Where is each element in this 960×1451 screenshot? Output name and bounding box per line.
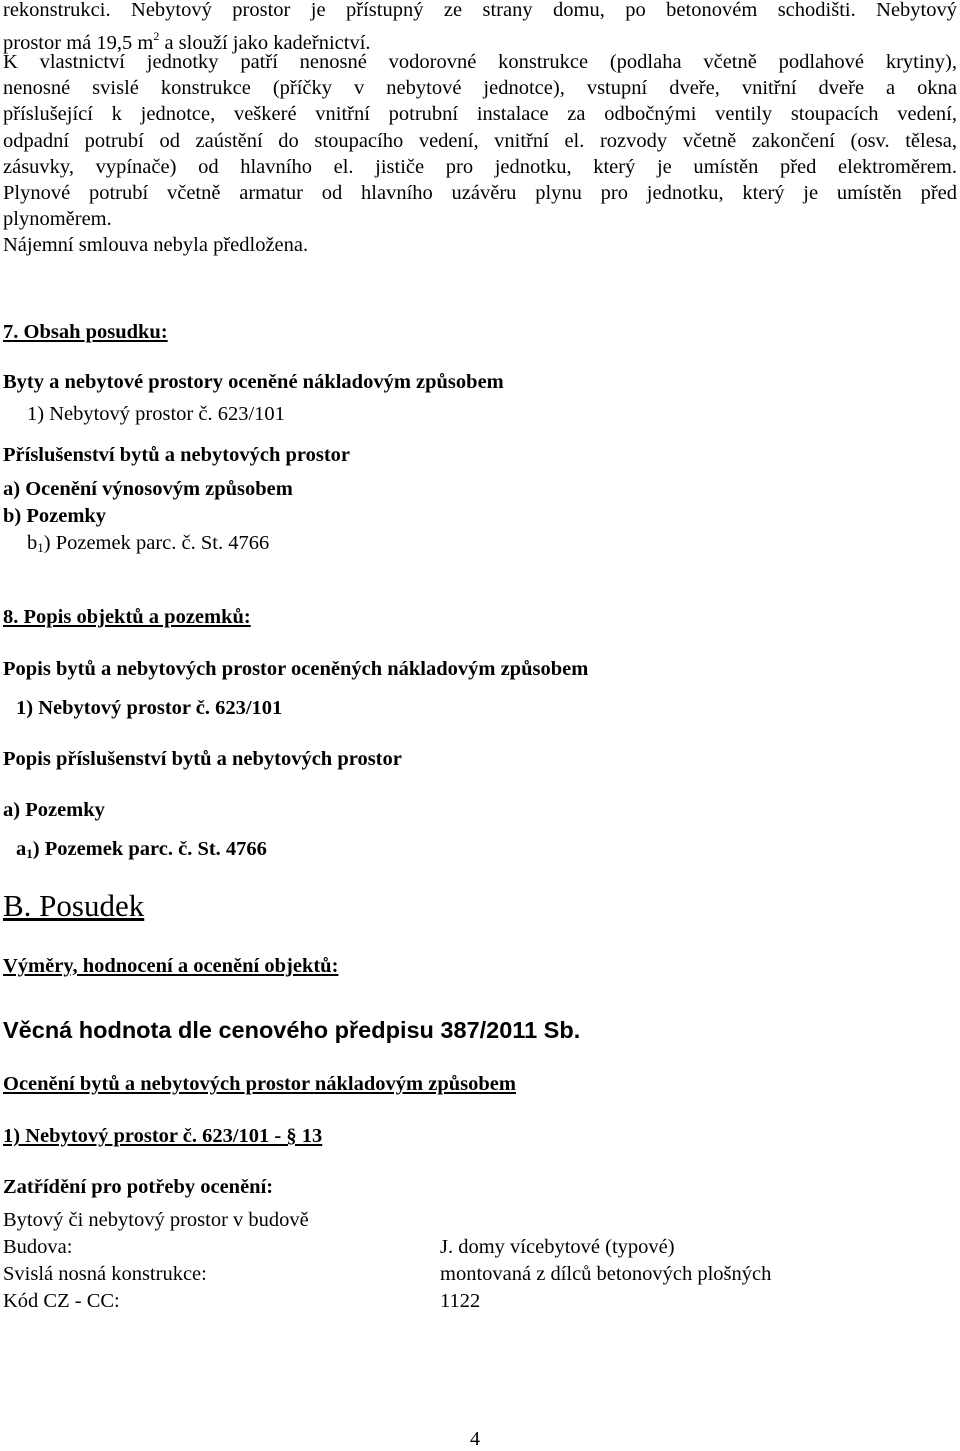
page-number: 4 bbox=[470, 1428, 480, 1450]
value-title: Věcná hodnota dle cenového předpisu 387/2011 Sb. bbox=[3, 1017, 581, 1043]
section-8-heading: 8. Popis objektů a pozemků: bbox=[3, 606, 251, 628]
s7-item-b1: $b_1$) Pozemek parc. č. St. 4766 bbox=[27, 532, 270, 555]
unit-heading: 1) Nebytový prostor č. 623/101 - § 13 bbox=[3, 1125, 323, 1147]
s7-group-1: Byty a nebytové prostory oceněné nákladovým způsobem bbox=[3, 371, 504, 393]
lease-note: Nájemní smlouva nebyla předložena. bbox=[3, 234, 309, 257]
ownership-line: K vlastnictví jednotky patří nenosné vodorovné konstrukce (podlaha včetně podlahové krytiny), bbox=[3, 51, 957, 73]
s8-group-2: Popis příslušenství bytů a nebytových prostor bbox=[3, 748, 402, 770]
part-b-subheading: Výměry, hodnocení a ocenění objektů: bbox=[3, 955, 339, 977]
classification-label: Kód CZ - CC: bbox=[3, 1290, 120, 1312]
s7-item-a: a) Ocenění výnosovým způsobem bbox=[3, 478, 293, 500]
s7-group-2: Příslušenství bytů a nebytových prostor bbox=[3, 444, 351, 466]
classification-intro: Bytový či nebytový prostor v budově bbox=[3, 1209, 309, 1231]
ownership-paragraph bbox=[3, 49, 957, 259]
s7-item-b: b) Pozemky bbox=[3, 505, 107, 527]
classification-label: Budova: bbox=[3, 1236, 73, 1258]
part-b-title: B. Posudek bbox=[3, 888, 145, 923]
intro-paragraph bbox=[3, 0, 957, 56]
section-7-heading: 7. Obsah posudku: bbox=[3, 321, 168, 343]
ownership-line: odpadní potrubí od zaústění do stoupacího vedení, vnitřní el. rozvody včetně zakončení (osv. tělesa, bbox=[3, 129, 957, 152]
s8-item-1: 1) Nebytový prostor č. 623/101 bbox=[16, 697, 283, 719]
classification-value: 1122 bbox=[440, 1290, 481, 1312]
ownership-line: nenosné svislé konstrukce (příčky v nebytové jednotce), vstupní dveře, vnitřní dveře a okna bbox=[3, 77, 957, 100]
s7-item-1: 1) Nebytový prostor č. 623/101 bbox=[27, 403, 285, 425]
ownership-line: Plynové potrubí včetně armatur od hlavního uzávěru plynu pro jednotku, který je umístěn před bbox=[3, 182, 957, 205]
s8-item-a: a) Pozemky bbox=[3, 799, 105, 821]
s8-group-1: Popis bytů a nebytových prostor oceněných nákladovým způsobem bbox=[3, 658, 589, 680]
valuation-heading: Ocenění bytů a nebytových prostor nákladovým způsobem bbox=[3, 1073, 516, 1095]
ownership-line: příslušející k jednotce, veškeré vnitřní potrubní instalace za odbočnými ventily stoupacích vedení, bbox=[3, 103, 957, 126]
ownership-line-last: plynoměrem. bbox=[3, 208, 112, 231]
classification-value: montovaná z dílců betonových plošných bbox=[440, 1263, 772, 1285]
intro-line-1: rekonstrukci. Nebytový prostor je přístupný ze strany domu, po betonovém schodišti. Nebytový bbox=[3, 0, 957, 21]
ownership-line: zásuvky, vypínače) od hlavního el. jističe pro jednotku, který je umístěn před elektroměrem. bbox=[3, 155, 957, 178]
classification-heading: Zatřídění pro potřeby ocenění: bbox=[3, 1176, 274, 1198]
intro-line-2: prostor má 19,5 $m^2$ a slouží jako kadeřnictví. bbox=[3, 29, 371, 55]
classification-label: Svislá nosná konstrukce: bbox=[3, 1263, 207, 1285]
classification-value: J. domy vícebytové (typové) bbox=[440, 1236, 675, 1258]
s8-item-a1: $a_1$) Pozemek parc. č. St. 4766 bbox=[16, 838, 267, 861]
